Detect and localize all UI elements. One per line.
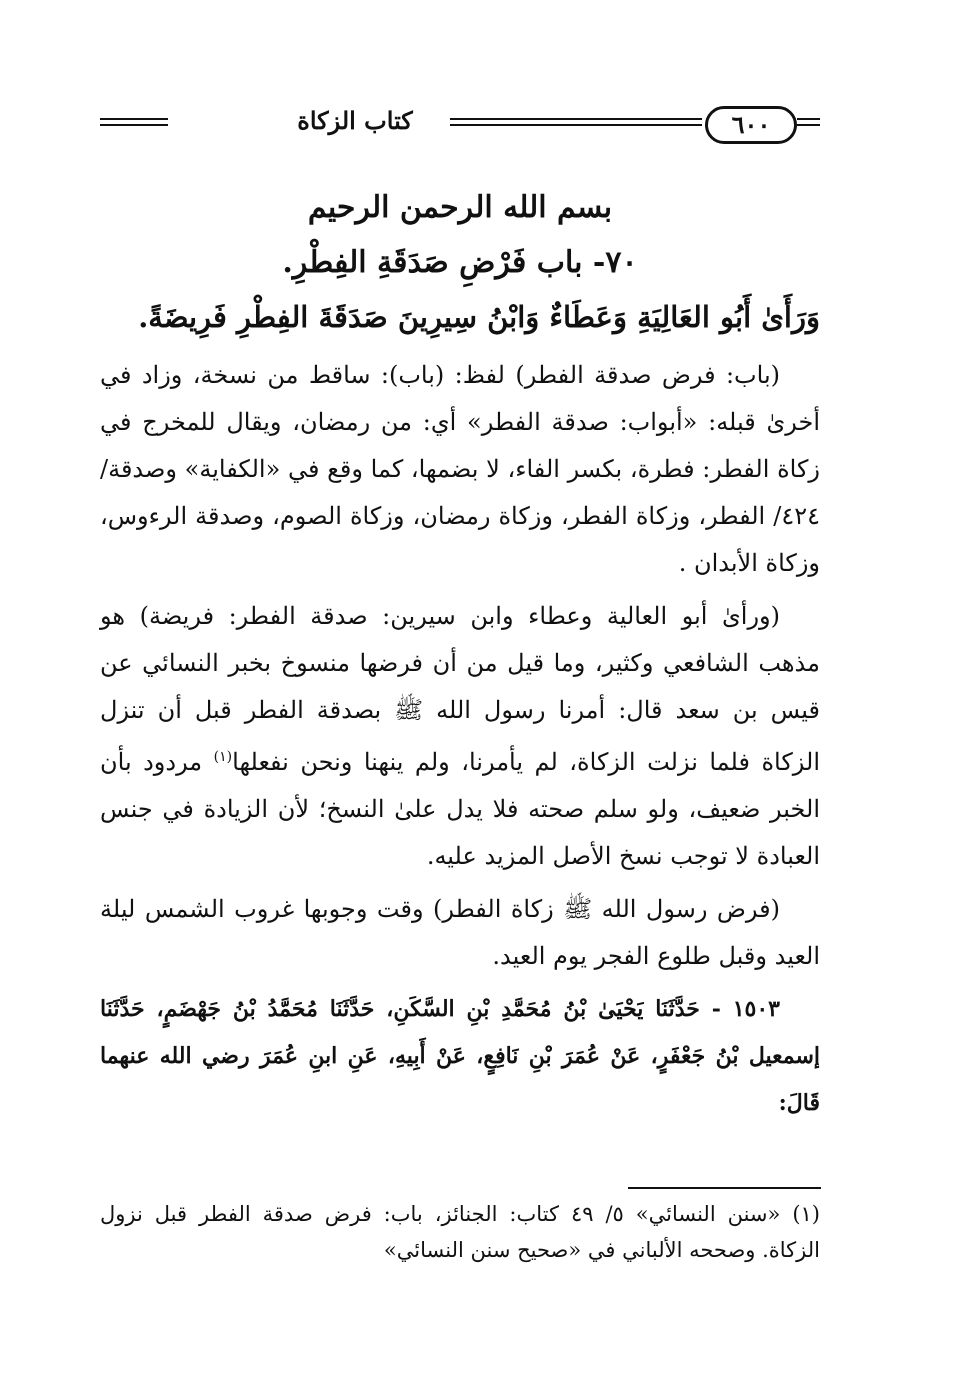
chapter-heading: ٧٠- باب فَرْضِ صَدَقَةِ الفِطْرِ. bbox=[282, 245, 638, 280]
paragraph-1: (باب: فرض صدقة الفطر) لفظ: (باب): ساقط من نسخة، وزاد في أخرىٰ قبله: «أبواب: صدقة الفطر» أي: من رمضان، ويقال للمخرج في زكاة الفطر: فطرة، بكسر الفاء، لا بضمها، كما وقع في «الكفاية» وصدقة/ ٤٢٤/ الفطر، وزكاة الفطر، وزكاة رمضان، وزكاة الصوم، وصدقة الرءوس، وزكاة الأبدان . bbox=[100, 361, 820, 577]
chapter-quote: وَرَأَىٰ أَبُو العَالِيَةِ وَعَطَاءٌ وَابْنُ سِيرِينَ صَدَقَةَ الفِطْرِ فَرِيضَةً. bbox=[138, 300, 820, 334]
footnote bbox=[100, 1196, 820, 1268]
header-rule-right bbox=[797, 118, 820, 120]
paragraph-2-tail: مردود بأن الخبر ضعيف، ولو سلم صحته فلا يدل علىٰ النسخ؛ لأن الزيادة في جنس العبادة لا توجب نسخ الأصل المزيد عليه. bbox=[100, 748, 820, 870]
paragraph-2-text: (ورأىٰ أبو العالية وعطاء وابن سيرين: صدقة الفطر: فريضة) هو مذهب الشافعي وكثير، وما قيل من أن فرضها منسوخ بخبر النسائي عن قيس بن سعد قال: أمرنا رسول الله ﷺ بصدقة الفطر قبل أن تنزل الزكاة فلما نزلت الزكاة، لم يأمرنا، ولم ينهنا ونحن نفعلها bbox=[100, 602, 820, 776]
running-title: كتاب الزكاة bbox=[297, 106, 413, 135]
commentary-body bbox=[100, 352, 820, 1133]
header-rule-middle bbox=[450, 118, 702, 120]
footnote-text: (١) «سنن النسائي» ٥/ ٤٩ كتاب: الجنائز، باب: فرض صدقة الفطر قبل نزول الزكاة. وصححه الألباني في «صحيح سنن النسائي» bbox=[100, 1202, 820, 1262]
footnote-divider bbox=[628, 1187, 821, 1189]
page-header bbox=[100, 104, 820, 150]
paragraph-3: (فرض رسول الله ﷺ زكاة الفطر) وقت وجوبها غروب الشمس ليلة العيد وقبل طلوع الفجر يوم العيد. bbox=[100, 895, 820, 970]
header-rule-left bbox=[100, 118, 168, 120]
basmala: بسم الله الرحمن الرحيم bbox=[307, 190, 613, 225]
page-number: ٦٠٠ bbox=[705, 106, 797, 144]
hadith-isnad: ١٥٠٣ - حَدَّثَنَا يَحْيَىٰ بْنُ مُحَمَّدِ بْنِ السَّكَنِ، حَدَّثَنَا مُحَمَّدُ بْنُ جَهْضَمٍ، حَدَّثَنَا إسمعيل بْنُ جَعْفَرٍ، عَنْ عُمَرَ بْنِ نَافِعٍ، عَنْ أَبِيهِ، عَنِ ابنِ عُمَرَ رضي الله عنهما قَالَ: bbox=[100, 996, 820, 1116]
paragraph-2 bbox=[100, 593, 820, 880]
footnote-ref: (١) bbox=[213, 749, 233, 765]
